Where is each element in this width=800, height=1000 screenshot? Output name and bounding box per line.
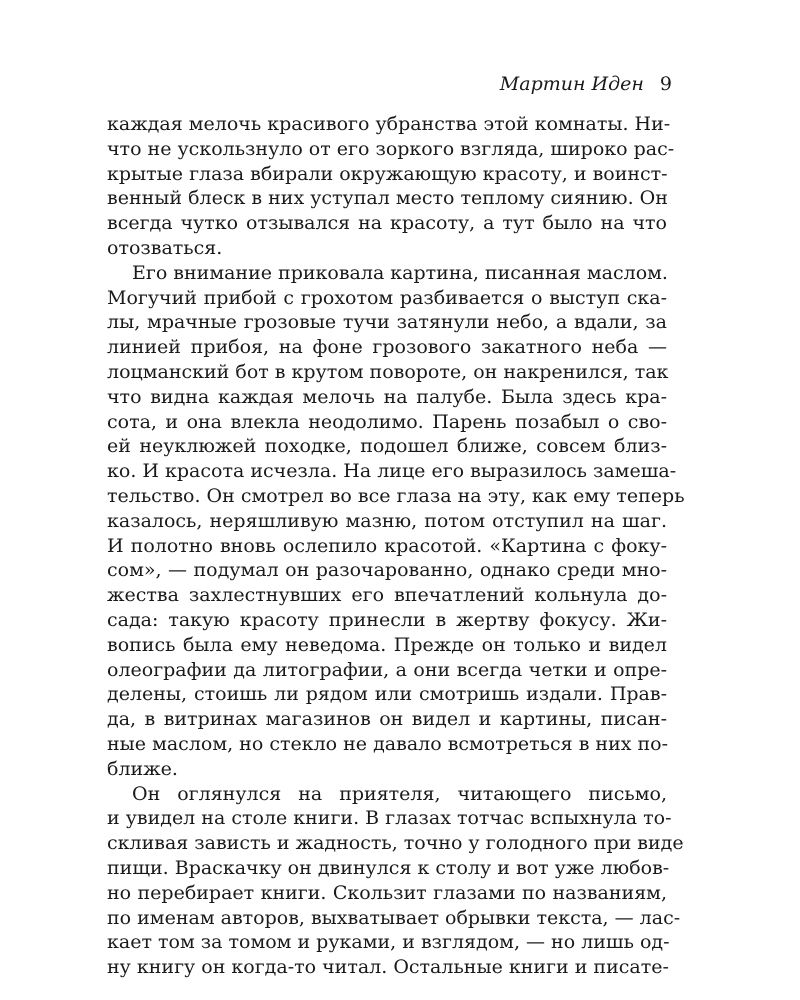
text-line: да, в витринах магазинов он видел и картины, писан- xyxy=(107,708,667,731)
text-line: кает том за томом и руками, и взглядом, — но лишь од- xyxy=(107,931,670,954)
text-line: олеографии да литографии, а они всегда четки и опре- xyxy=(107,658,667,681)
text-line: крытые глаза вбирали окружающую красоту, и воинст- xyxy=(107,162,668,185)
text-line: ко. И красота исчезла. На лице его выразилось замеша- xyxy=(107,460,677,483)
text-line: сом», — подумал он разочарованно, однако среди мно- xyxy=(107,559,667,582)
text-line: Могучий прибой с грохотом разбивается о выступ ска- xyxy=(107,286,667,309)
text-line: линией прибоя, на фоне грозового закатного неба — xyxy=(107,336,667,359)
text-line: Его внимание приковала картина, писанная маслом. xyxy=(132,261,668,284)
text-line: по именам авторов, выхватывает обрывки текста, — лас- xyxy=(107,906,681,929)
text-line: ближе. xyxy=(107,757,178,780)
text-line: лоцманский бот в крутом повороте, он накренился, так xyxy=(107,360,669,383)
text-line: жества захлестнувших его впечатлений кольнула до- xyxy=(107,584,667,607)
text-line: всегда чутко отзывался на красоту, а тут было на что xyxy=(107,212,667,235)
text-line: ей неуклюжей походке, подошел ближе, совсем близ- xyxy=(107,435,667,458)
text-line: сота, и она влекла неодолимо. Парень позабыл о сво- xyxy=(107,410,667,433)
text-line: ные маслом, но стекло не давало всмотреться в них по- xyxy=(107,732,669,755)
text-line: отозваться. xyxy=(107,236,223,259)
text-line: Он оглянулся на приятеля, читающего письмо, xyxy=(132,782,667,805)
text-line: тельство. Он смотрел во все глаза на эту, как ему теперь xyxy=(107,484,685,507)
running-head xyxy=(500,71,672,97)
text-line: делены, стоишь ли рядом или смотришь издали. Прав- xyxy=(107,683,667,706)
text-line: каждая мелочь красивого убранства этой комнаты. Ни- xyxy=(107,113,671,135)
body-text xyxy=(107,112,685,980)
text-line: казалось, неряшливую мазню, потом отступил на шаг. xyxy=(107,509,667,532)
book-title: Мартин Иден xyxy=(499,73,644,95)
text-line: сада: такую красоту принесли в жертву фокусу. Жи- xyxy=(107,608,667,631)
page-number: 9 xyxy=(659,73,672,95)
text-line: лы, мрачные грозовые тучи затянули небо, а вдали, за xyxy=(107,311,667,334)
text-line: венный блеск в них уступал место теплому сиянию. Он xyxy=(107,187,668,210)
text-line: вопись была ему неведома. Прежде он только и видел xyxy=(107,633,667,656)
text-line: И полотно вновь ослепило красотой. «Картина с фоку- xyxy=(107,534,667,557)
text-line: пищи. Враскачку он двинулся к столу и вот уже любов- xyxy=(107,856,670,879)
text-line: скливая зависть и жадность, точно у голодного при виде xyxy=(107,832,684,855)
text-line: но перебирает книги. Скользит глазами по названиям, xyxy=(107,881,667,904)
text-line: и увидел на столе книги. В глазах тотчас вспыхнула то- xyxy=(107,807,672,830)
text-line: ну книгу он когда-то читал. Остальные книги и писате- xyxy=(107,956,669,979)
text-line: что не ускользнуло от его зоркого взгляда, широко рас- xyxy=(107,137,675,160)
text-line: что видна каждая мелочь на палубе. Была здесь кра- xyxy=(107,385,667,408)
